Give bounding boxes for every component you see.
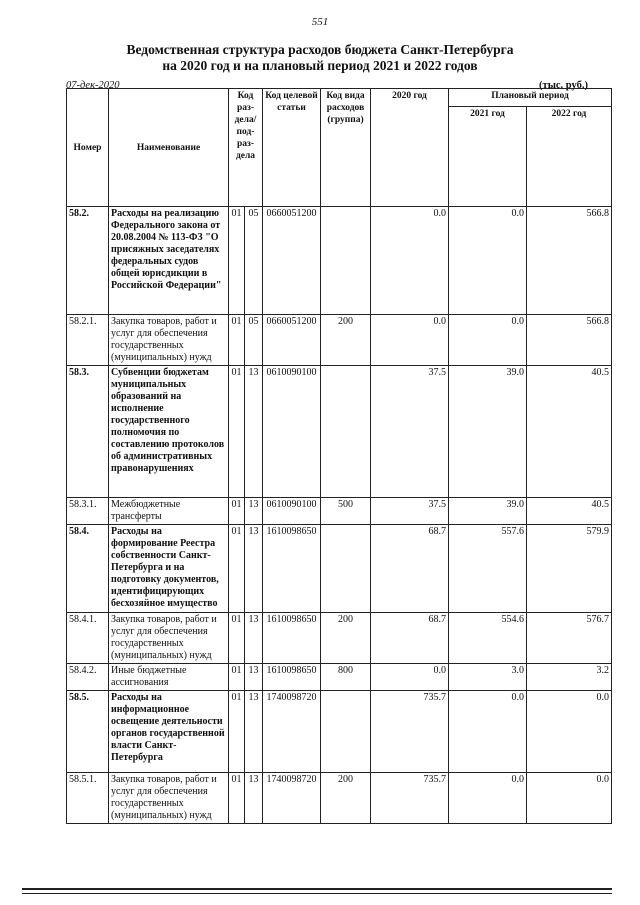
- row-number: 58.2.: [67, 207, 109, 315]
- table-row: [67, 207, 612, 315]
- row-number: 58.3.: [67, 366, 109, 498]
- header-2022: 2022 год: [527, 107, 612, 207]
- units-label: (тыс. руб.): [539, 80, 588, 91]
- row-type-code: 800: [321, 664, 371, 691]
- table-body: [67, 207, 612, 824]
- row-target-code: 1610098650: [263, 664, 321, 691]
- table-row: [67, 315, 612, 366]
- row-name: Расходы на формирование Реестра собственности Санкт-Петербурга и на подготовку документов, идентифицирующих бесхозяйное имущество: [109, 525, 229, 613]
- table-row: [67, 613, 612, 664]
- row-value-2020: 68.7: [371, 613, 449, 664]
- row-target-code: 0660051200: [263, 315, 321, 366]
- row-type-code: 200: [321, 773, 371, 824]
- footer-rule-thin: [22, 893, 612, 894]
- row-value-2020: 0.0: [371, 315, 449, 366]
- row-type-code: [321, 366, 371, 498]
- row-value-2021: 0.0: [449, 773, 527, 824]
- header-number: Номер: [67, 89, 109, 207]
- row-number: 58.4.: [67, 525, 109, 613]
- table-row: [67, 525, 612, 613]
- row-value-2021: 554.6: [449, 613, 527, 664]
- page-number: 551: [311, 16, 329, 28]
- row-name: Закупка товаров, работ и услуг для обеспечения государственных (муниципальных) нужд: [109, 773, 229, 824]
- row-razdel: 01: [229, 691, 245, 773]
- row-podrazdel: 13: [245, 664, 263, 691]
- row-value-2021: 0.0: [449, 315, 527, 366]
- row-type-code: 200: [321, 315, 371, 366]
- row-type-code: 500: [321, 498, 371, 525]
- row-podrazdel: 13: [245, 498, 263, 525]
- row-number: 58.3.1.: [67, 498, 109, 525]
- row-podrazdel: 13: [245, 613, 263, 664]
- title-line-2: на 2020 год и на плановый период 2021 и 2022 годов: [162, 58, 478, 73]
- row-target-code: 1610098650: [263, 613, 321, 664]
- row-target-code: 1610098650: [263, 525, 321, 613]
- row-value-2020: 37.5: [371, 366, 449, 498]
- row-podrazdel: 13: [245, 773, 263, 824]
- row-target-code: 0610090100: [263, 498, 321, 525]
- row-value-2021: 0.0: [449, 691, 527, 773]
- row-value-2022: 0.0: [527, 773, 612, 824]
- header-2020: 2020 год: [371, 89, 449, 207]
- row-razdel: 01: [229, 315, 245, 366]
- header-2021: 2021 год: [449, 107, 527, 207]
- row-number: 58.2.1.: [67, 315, 109, 366]
- row-type-code: [321, 207, 371, 315]
- row-number: 58.5.1.: [67, 773, 109, 824]
- table-row: [67, 366, 612, 498]
- row-razdel: 01: [229, 207, 245, 315]
- row-value-2021: 0.0: [449, 207, 527, 315]
- row-value-2022: 566.8: [527, 207, 612, 315]
- row-podrazdel: 13: [245, 525, 263, 613]
- row-name: Закупка товаров, работ и услуг для обеспечения государственных (муниципальных) нужд: [109, 613, 229, 664]
- table-row: [67, 498, 612, 525]
- row-type-code: [321, 691, 371, 773]
- row-value-2021: 39.0: [449, 366, 527, 498]
- row-type-code: 200: [321, 613, 371, 664]
- row-value-2022: 576.7: [527, 613, 612, 664]
- row-podrazdel: 13: [245, 691, 263, 773]
- row-podrazdel: 05: [245, 315, 263, 366]
- table-row: [67, 664, 612, 691]
- report-date: 07-дек-2020: [66, 80, 120, 91]
- header-name: Наименование: [109, 89, 229, 207]
- row-value-2022: 3.2: [527, 664, 612, 691]
- row-value-2020: 37.5: [371, 498, 449, 525]
- table-row: [67, 691, 612, 773]
- row-target-code: 0610090100: [263, 366, 321, 498]
- row-razdel: 01: [229, 664, 245, 691]
- budget-table: [66, 88, 612, 824]
- row-name: Расходы на реализацию Федерального закона от 20.08.2004 № 113-ФЗ "О присяжных заседателях федеральных судов общей юрисдикции в Российской Федерации": [109, 207, 229, 315]
- document-title: [0, 42, 640, 74]
- row-value-2022: 0.0: [527, 691, 612, 773]
- row-value-2021: 557.6: [449, 525, 527, 613]
- header-type-code: Код вида расходов (группа): [321, 89, 371, 207]
- row-target-code: 0660051200: [263, 207, 321, 315]
- row-target-code: 1740098720: [263, 691, 321, 773]
- title-line-1: Ведомственная структура расходов бюджета Санкт-Петербурга: [126, 42, 514, 57]
- table-row: [67, 773, 612, 824]
- row-value-2022: 40.5: [527, 498, 612, 525]
- row-value-2022: 566.8: [527, 315, 612, 366]
- row-podrazdel: 05: [245, 207, 263, 315]
- row-number: 58.4.2.: [67, 664, 109, 691]
- row-value-2021: 39.0: [449, 498, 527, 525]
- header-section-code: Код раз- дела/ под- раз- дела: [229, 89, 263, 207]
- row-value-2020: 0.0: [371, 207, 449, 315]
- row-value-2020: 0.0: [371, 664, 449, 691]
- row-name: Расходы на информационное освещение деятельности органов государственной власти Санкт-Петербурга: [109, 691, 229, 773]
- row-number: 58.4.1.: [67, 613, 109, 664]
- row-name: Иные бюджетные ассигнования: [109, 664, 229, 691]
- header-planned-period: Плановый период: [449, 89, 612, 107]
- row-target-code: 1740098720: [263, 773, 321, 824]
- row-value-2022: 40.5: [527, 366, 612, 498]
- row-name: Закупка товаров, работ и услуг для обеспечения государственных (муниципальных) нужд: [109, 315, 229, 366]
- row-razdel: 01: [229, 525, 245, 613]
- row-razdel: 01: [229, 613, 245, 664]
- row-value-2021: 3.0: [449, 664, 527, 691]
- row-value-2020: 735.7: [371, 691, 449, 773]
- row-value-2020: 68.7: [371, 525, 449, 613]
- row-type-code: [321, 525, 371, 613]
- row-value-2020: 735.7: [371, 773, 449, 824]
- row-number: 58.5.: [67, 691, 109, 773]
- row-name: Межбюджетные трансферты: [109, 498, 229, 525]
- row-razdel: 01: [229, 498, 245, 525]
- row-value-2022: 579.9: [527, 525, 612, 613]
- header-target-code: Код целевой статьи: [263, 89, 321, 207]
- row-podrazdel: 13: [245, 366, 263, 498]
- row-name: Субвенции бюджетам муниципальных образований на исполнение государственного полномочия по составлению протоколов об административных правонарушениях: [109, 366, 229, 498]
- row-razdel: 01: [229, 773, 245, 824]
- footer-rule: [22, 888, 612, 890]
- row-razdel: 01: [229, 366, 245, 498]
